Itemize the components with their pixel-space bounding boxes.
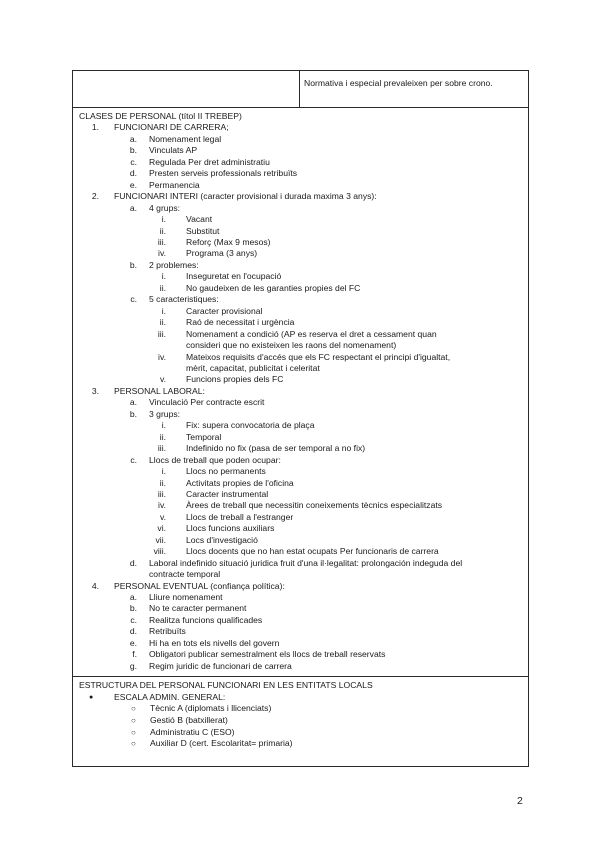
notes-table [72,70,529,767]
list-item-text: No te caracter permanent [149,603,247,614]
list-marker: 4. [91,580,99,591]
list-marker: f. [132,649,137,660]
list-marker: ii. [159,317,166,328]
list-marker: v. [159,374,166,385]
sub-list-item [73,546,528,557]
list-item-text: Caracter provisional [186,305,263,316]
list-item-text: Mateixos requisits d'accés que els FC respectant el principi d'igualtat, [186,351,451,362]
hollow-bullet-icon: ○ [131,704,136,714]
list-item-text: Nomenament legal [149,133,222,144]
list-item [73,615,528,626]
sub-list-item [73,306,528,317]
empty-cell [73,71,300,107]
list-marker: 2. [91,191,99,202]
list-item-text: Presten serveis professionals retribuïts [149,168,298,179]
list-marker: g. [129,660,137,671]
list-item-text: Programa (3 anys) [186,248,258,259]
sub-list-item [73,478,528,489]
sub-list-item [73,420,528,431]
sub-list-item [73,363,528,374]
sub-list-item [73,329,528,340]
sub-bullet-item [73,738,528,750]
list-marker: b. [129,408,137,419]
list-marker: ii. [159,431,166,442]
sub-bullet-text: Auxiliar D (cert. Escolaritat= primaria) [150,738,293,749]
sub-list-item [73,523,528,534]
list-item-text: Raó de necessitat i urgència [186,317,295,328]
list-marker: ii. [159,477,166,488]
sub-list-item [73,466,528,477]
list-marker: 3. [91,385,99,396]
list-item-text: Vinculació Per contracte escrit [149,397,265,408]
list-item-text: Llocs funcions auxiliars [186,523,275,534]
list-marker: b. [129,259,137,270]
section-heading: CLASES DE PERSONAL (títol II TREBEP) [79,111,242,121]
list-item-text: Lliure nomenament [149,592,223,603]
list-item [73,180,528,191]
bullet-text: ESCALA ADMIN. GENERAL: [114,691,226,702]
sub-bullet-item [73,727,528,739]
list-item-text: Realitza funcions qualificades [149,614,263,625]
sub-list-item [73,535,528,546]
list-item [73,294,528,305]
list-marker: i. [161,420,166,431]
list-marker: c. [130,614,137,625]
list-item-text: Vinculats AP [149,145,198,156]
list-item-text: Inseguretat en l'ocupació [186,271,282,282]
list-marker: i. [161,214,166,225]
list-marker: c. [130,294,137,305]
hollow-bullet-icon: ○ [131,715,136,725]
list-item-text: PERSONAL EVENTUAL (confiança política): [114,580,285,591]
top-right-note: Normativa i especial prevaleixen per sobre crono. [304,78,493,88]
sub-bullet-text: Administratiu C (ESO) [150,726,235,737]
list-marker: d. [129,557,137,568]
list-item-text: 5 caracteristiques: [149,294,219,305]
list-item [73,168,528,179]
list-marker: c. [130,156,137,167]
list-item-text: Fix: supera convocatoria de plaça [186,420,315,431]
list-item [73,409,528,420]
list-item-text: Llocs de treball que poden ocupar: [149,454,281,465]
list-marker: vi. [157,523,166,534]
sub-list-item [73,374,528,385]
list-item-text: Obligatori publicar semestralment els llocs de treball reservats [149,649,386,660]
list-item-text: Caracter instrumental [186,488,269,499]
sub-list-item [73,352,528,363]
list-item-text: Vacant [186,214,213,225]
list-item-text: Àrees de treball que necessitin coneixements tècnics especialitzats [186,500,443,511]
bullet-item [73,692,528,704]
list-marker: iii. [157,488,166,499]
list-marker: iv. [158,351,166,362]
sub-list-item [73,226,528,237]
section-heading: ESTRUCTURA DEL PERSONAL FUNCIONARI EN LES ENTITATS LOCALS [79,680,373,691]
list-marker: ii. [159,282,166,293]
list-item [73,558,528,569]
numbered-heading [73,386,528,397]
sub-list-item [73,317,528,328]
numbered-heading [73,191,528,202]
sub-list-item [73,489,528,500]
sub-list-item [73,512,528,523]
list-item-text: consideri que no existeixen les raons del nomenament) [186,340,397,351]
list-item-text: Hi ha en tots els nivells del govern [149,637,280,648]
list-item-text: Llocs de treball a l'estranger [186,511,294,522]
list-item-text: Llocs docents que no han estat ocupats Per funcionaris de carrera [186,546,439,557]
list-item [73,260,528,271]
sub-list-item [73,248,528,259]
sub-list-item [73,432,528,443]
list-item [73,157,528,168]
list-item-text: Indefinido no fix (pasa de ser temporal a no fix) [186,443,366,454]
list-item-text: Regim juridic de funcionari de carrera [149,660,292,671]
list-item [73,455,528,466]
sub-list-item [73,283,528,294]
sub-list-item [73,214,528,225]
list-marker: a. [129,202,137,213]
page-number: 2 [517,795,523,807]
list-item-text: Retribuïts [149,626,186,637]
sub-bullet-text: Tècnic A (diplomats i llicenciats) [150,703,272,714]
list-item-text: 3 grups: [149,408,181,419]
list-item [73,649,528,660]
list-marker: i. [161,305,166,316]
list-marker: d. [129,626,137,637]
list-item-text: Laboral indefinido situació juridica fruit d'una il·legalitat: prolongación indeguda del [149,557,463,568]
list-item [73,592,528,603]
list-item [73,134,528,145]
list-marker: b. [129,603,137,614]
list-marker: iv. [158,248,166,259]
list-marker: c. [130,454,137,465]
list-marker: d. [129,168,137,179]
list-item-text: PERSONAL LABORAL: [114,385,205,396]
sub-bullet-item [73,703,528,715]
list-item [73,661,528,672]
list-marker: viii. [153,546,166,557]
list-marker: e. [129,179,137,190]
table-header-row [73,71,528,108]
numbered-heading [73,581,528,592]
list-marker: v. [159,511,166,522]
list-marker: iv. [158,500,166,511]
list-item [73,569,528,580]
hollow-bullet-icon: ○ [131,739,136,749]
list-item-text: 2 problemes: [149,259,199,270]
list-marker: i. [161,466,166,477]
list-item-text: Substitut [186,225,220,236]
list-item-text: Regulada Per dret administratiu [149,156,270,167]
list-item [73,145,528,156]
sub-list-item [73,271,528,282]
list-item [73,638,528,649]
list-item [73,626,528,637]
list-item-text: contracte temporal [149,569,221,580]
list-item-text: Nomenament a condició (AP es reserva el dret a cessament quan [186,328,437,339]
list-item-text: Funcions propies dels FC [186,374,284,385]
list-marker: b. [129,145,137,156]
list-item-text: Permanencia [149,179,200,190]
list-item-text: 4 grups: [149,202,181,213]
list-marker: iii. [157,328,166,339]
list-item-text: No gaudeixen de les garanties propies del FC [186,282,361,293]
list-item-text: mèrit, capacitat, publicitat i celeritat [186,362,320,373]
list-marker: a. [129,133,137,144]
estructura-section [73,677,528,766]
list-marker: iii. [157,443,166,454]
sub-list-item [73,340,528,351]
list-item-text: Temporal [186,431,222,442]
list-marker: a. [129,397,137,408]
filled-bullet-icon: ● [89,693,94,701]
sub-bullet-text: Gestió B (batxillerat) [150,714,228,725]
sub-list-item [73,237,528,248]
list-marker: e. [129,637,137,648]
sub-list-item [73,500,528,511]
numbered-heading [73,122,528,133]
list-marker: 1. [91,122,99,133]
list-item-text: FUNCIONARI DE CARRERA; [114,122,229,133]
list-marker: vii. [155,534,166,545]
list-marker: i. [161,271,166,282]
list-item-text: Reforç (Max 9 mesos) [186,236,271,247]
list-item-text: Llocs no permanents [186,466,266,477]
list-marker: iii. [157,236,166,247]
sub-list-item [73,443,528,454]
list-marker: ii. [159,225,166,236]
list-item-text: Activitats propies de l'oficina [186,477,294,488]
list-item [73,203,528,214]
list-item [73,397,528,408]
hollow-bullet-icon: ○ [131,727,136,737]
list-marker: a. [129,592,137,603]
list-item-text: Locs d'investigació [186,534,258,545]
personal-classes-section [73,108,528,677]
sub-bullet-item [73,715,528,727]
list-item [73,603,528,614]
list-item-text: FUNCIONARI INTERI (caracter provisional i durada maxima 3 anys): [114,191,377,202]
